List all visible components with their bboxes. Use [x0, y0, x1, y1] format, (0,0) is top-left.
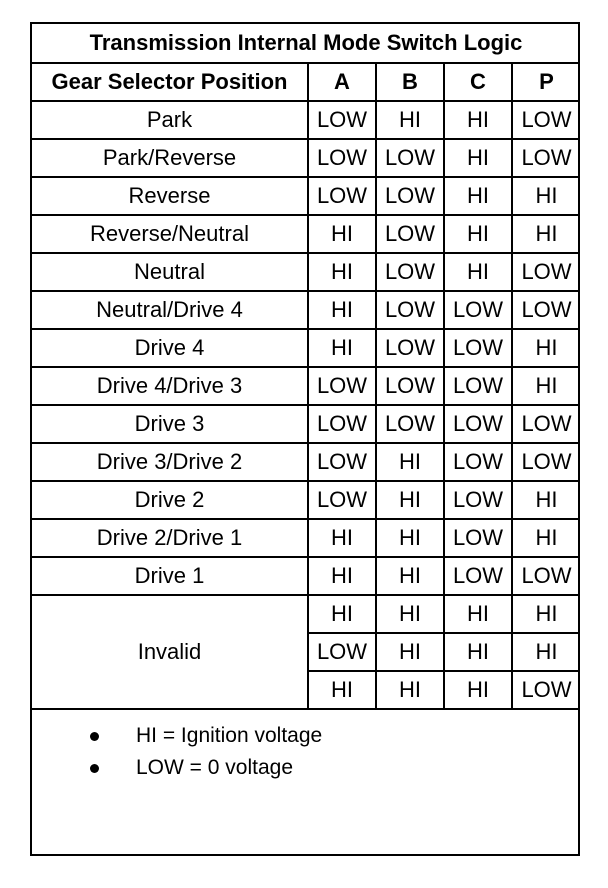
switch-p-cell: LOW — [512, 671, 580, 709]
gear-position-cell: Drive 4 — [32, 329, 308, 367]
switch-c-cell: HI — [444, 595, 512, 633]
switch-b-cell: HI — [376, 633, 444, 671]
gear-position-cell: Drive 4/Drive 3 — [32, 367, 308, 405]
switch-p-cell: LOW — [512, 443, 580, 481]
switch-b-cell: HI — [376, 557, 444, 595]
switch-p-cell: HI — [512, 215, 580, 253]
switch-b-cell: LOW — [376, 405, 444, 443]
switch-a-cell: LOW — [308, 367, 376, 405]
switch-p-cell: HI — [512, 367, 580, 405]
switch-a-cell: LOW — [308, 481, 376, 519]
legend-item-hi — [32, 720, 578, 752]
table-row — [32, 139, 580, 177]
table-row — [32, 519, 580, 557]
bullet-icon — [90, 732, 99, 741]
switch-c-cell: LOW — [444, 367, 512, 405]
switch-c-cell: HI — [444, 671, 512, 709]
table-row — [32, 291, 580, 329]
switch-a-cell: LOW — [308, 405, 376, 443]
switch-p-cell: HI — [512, 177, 580, 215]
switch-c-cell: LOW — [444, 291, 512, 329]
switch-a-cell: HI — [308, 557, 376, 595]
switch-a-cell: HI — [308, 519, 376, 557]
switch-b-cell: LOW — [376, 215, 444, 253]
switch-c-cell: HI — [444, 139, 512, 177]
table-row — [32, 253, 580, 291]
switch-a-cell: LOW — [308, 633, 376, 671]
table-body — [32, 101, 580, 709]
header-a: A — [308, 63, 376, 101]
table-row — [32, 329, 580, 367]
switch-a-cell: HI — [308, 253, 376, 291]
table-row — [32, 101, 580, 139]
switch-c-cell: LOW — [444, 443, 512, 481]
table-row — [32, 481, 580, 519]
mode-switch-logic-frame — [30, 22, 580, 856]
switch-c-cell: HI — [444, 177, 512, 215]
gear-position-cell: Park/Reverse — [32, 139, 308, 177]
switch-c-cell: HI — [444, 633, 512, 671]
header-gear-selector-position: Gear Selector Position — [32, 63, 308, 101]
switch-b-cell: LOW — [376, 291, 444, 329]
switch-a-cell: HI — [308, 671, 376, 709]
switch-p-cell: LOW — [512, 101, 580, 139]
switch-a-cell: HI — [308, 329, 376, 367]
legend-text-low: LOW = 0 voltage — [136, 756, 293, 779]
table-row-invalid — [32, 595, 580, 633]
table-row — [32, 557, 580, 595]
gear-position-cell: Drive 2/Drive 1 — [32, 519, 308, 557]
switch-b-cell: HI — [376, 481, 444, 519]
table-row — [32, 177, 580, 215]
switch-a-cell: HI — [308, 595, 376, 633]
table-row — [32, 215, 580, 253]
switch-b-cell: HI — [376, 519, 444, 557]
header-b: B — [376, 63, 444, 101]
table-row — [32, 443, 580, 481]
gear-position-cell: Reverse — [32, 177, 308, 215]
bullet-icon — [90, 764, 99, 773]
header-p: P — [512, 63, 580, 101]
switch-b-cell: LOW — [376, 329, 444, 367]
switch-p-cell: LOW — [512, 405, 580, 443]
switch-p-cell: HI — [512, 633, 580, 671]
switch-p-cell: LOW — [512, 253, 580, 291]
table-row — [32, 405, 580, 443]
table-title: Transmission Internal Mode Switch Logic — [32, 24, 580, 63]
switch-c-cell: LOW — [444, 405, 512, 443]
table-row — [32, 367, 580, 405]
switch-b-cell: LOW — [376, 177, 444, 215]
switch-a-cell: LOW — [308, 139, 376, 177]
switch-p-cell: LOW — [512, 139, 580, 177]
legend-text-hi: HI = Ignition voltage — [136, 724, 323, 747]
gear-position-cell: Drive 2 — [32, 481, 308, 519]
switch-b-cell: HI — [376, 101, 444, 139]
switch-b-cell: LOW — [376, 139, 444, 177]
gear-position-cell: Reverse/Neutral — [32, 215, 308, 253]
legend-item-low — [32, 752, 578, 784]
switch-c-cell: HI — [444, 253, 512, 291]
switch-c-cell: LOW — [444, 481, 512, 519]
legend-notes — [32, 710, 578, 784]
gear-position-cell: Neutral — [32, 253, 308, 291]
mode-switch-logic-table — [32, 24, 580, 710]
switch-a-cell: HI — [308, 291, 376, 329]
switch-p-cell: HI — [512, 481, 580, 519]
switch-c-cell: HI — [444, 215, 512, 253]
gear-position-cell: Drive 3/Drive 2 — [32, 443, 308, 481]
switch-a-cell: HI — [308, 215, 376, 253]
switch-b-cell: LOW — [376, 367, 444, 405]
invalid-label-cell: Invalid — [32, 595, 308, 709]
switch-p-cell: LOW — [512, 557, 580, 595]
switch-c-cell: LOW — [444, 557, 512, 595]
gear-position-cell: Neutral/Drive 4 — [32, 291, 308, 329]
gear-position-cell: Park — [32, 101, 308, 139]
header-c: C — [444, 63, 512, 101]
switch-c-cell: LOW — [444, 519, 512, 557]
switch-b-cell: HI — [376, 671, 444, 709]
switch-p-cell: HI — [512, 329, 580, 367]
switch-b-cell: HI — [376, 443, 444, 481]
switch-b-cell: LOW — [376, 253, 444, 291]
switch-c-cell: LOW — [444, 329, 512, 367]
switch-a-cell: LOW — [308, 177, 376, 215]
switch-c-cell: HI — [444, 101, 512, 139]
gear-position-cell: Drive 1 — [32, 557, 308, 595]
switch-p-cell: HI — [512, 519, 580, 557]
switch-p-cell: HI — [512, 595, 580, 633]
switch-p-cell: LOW — [512, 291, 580, 329]
switch-b-cell: HI — [376, 595, 444, 633]
switch-a-cell: LOW — [308, 443, 376, 481]
switch-a-cell: LOW — [308, 101, 376, 139]
gear-position-cell: Drive 3 — [32, 405, 308, 443]
